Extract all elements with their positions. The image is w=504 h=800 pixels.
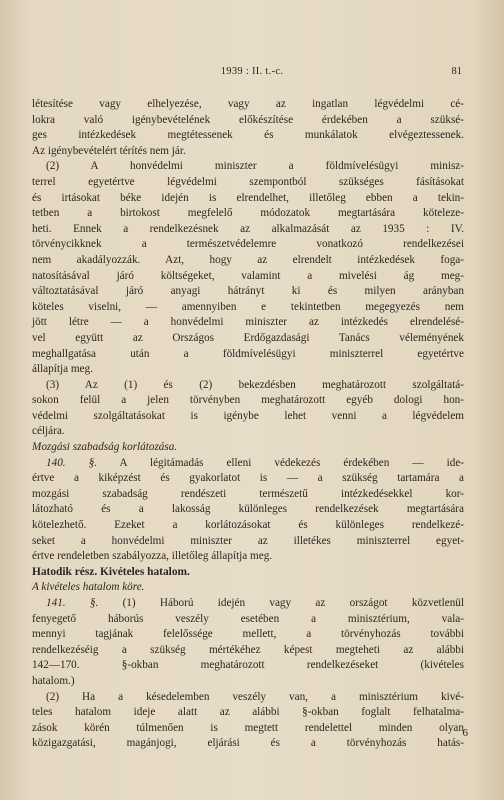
- body-text: [32, 97, 464, 752]
- text-line: [32, 596, 464, 612]
- section-subtitle: Mozgási szabadság korlátozása.: [32, 441, 178, 454]
- text-line: rendelkezéséig a szükség mértékéhez képest megteheti az alábbi: [32, 643, 464, 656]
- text-line: jött létre — a honvédelmi miniszter az intézkedés elrendelésé-: [32, 316, 464, 329]
- text-line: zások körén túlmenően is megtett rendelettel minden olyan: [32, 721, 464, 734]
- text-line: heti. Ennek a rendelkezésnek az alkalmazását az 1935 : IV.: [32, 222, 464, 235]
- text-line: értve rendeletben szabályozza, illetőleg állapítja meg.: [32, 550, 273, 563]
- text-line: törvénycikknek a természetvédelemre vonatkozó rendelkezései: [32, 238, 464, 251]
- section-number: 140. §.: [46, 456, 98, 469]
- text-line-content: (1) Háború idején vagy az országot közvetlenül: [122, 597, 465, 609]
- text-line: fenyegető háborús veszély esetében a minisztérium, vala-: [32, 612, 464, 625]
- text-line: kötelezhető. Ezeket a korlátozásokat és különleges rendelkezé-: [32, 519, 464, 532]
- text-line: (2) Ha a késedelemben veszély van, a minisztérium kivé-: [46, 690, 464, 703]
- text-line: (2) A honvédelmi miniszter a földmívelésügyi minisz-: [46, 160, 464, 173]
- chapter-subtitle: A kivételes hatalom köre.: [32, 581, 145, 594]
- text-line: ges intézkedések megtétessenek és munkálatok elvégeztessenek.: [32, 129, 464, 142]
- text-line: natosításával járó költségeket, valamint a mivelési ág meg-: [32, 269, 464, 282]
- text-line-content: A légitámadás elleni védekezés érdekében — ide-: [119, 456, 465, 469]
- text-line: létesítése vagy elhelyezése, vagy az ingatlan légvédelmi cé-: [32, 98, 464, 110]
- text-line: és irtásokat béke idején is elrendelhet, illetőleg ebben a tekin-: [32, 191, 464, 204]
- text-line: állapítja meg.: [32, 363, 93, 376]
- running-title: 1939 : II. t.-c.: [220, 66, 284, 77]
- text-line: tetben a birtokost megfelelő módozatok megtartására köteleze-: [32, 207, 464, 220]
- text-line: (3) Az (1) és (2) bekezdésben meghatározott szolgáltatá-: [46, 378, 464, 391]
- part-title: Hatodik rész. Kivételes hatalom.: [32, 565, 190, 578]
- running-header: [32, 66, 472, 80]
- section-number: 141. §.: [46, 597, 99, 609]
- text-line: [32, 456, 464, 472]
- text-line: lokra való igénybevételének előkészítése érdekében a szüksé-: [32, 113, 464, 126]
- text-line: Az igénybevételért térítés nem jár.: [32, 144, 186, 157]
- text-line: köteles viselni, — amennyiben e tekintetben megegyezés nem: [32, 300, 464, 313]
- text-line: teles hatalom ideje alatt az alábbi §-okban foglalt felhatalma-: [32, 706, 464, 719]
- text-line: mozgási szabadság rendészeti természetű intézkedésekkel kor-: [32, 487, 464, 500]
- text-line: vel együtt az Országos Erdőgazdasági Tanács véleményének: [32, 331, 464, 344]
- text-line: közigazgatási, magánjogi, eljárási és a törvényhozás hatás-: [32, 737, 464, 750]
- text-line: terrel egyetértve légvédelmi szempontból szükséges fásításokat: [32, 175, 464, 188]
- text-line: hatalom.): [32, 674, 75, 687]
- text-line: értve a kiképzést és gyakorlatot is — a szükség tartamára a: [32, 472, 464, 485]
- text-line: mennyi tagjának felelőssége mellett, a törvényhozás további: [32, 628, 464, 641]
- text-line: céljára.: [32, 425, 65, 438]
- text-line: 142—170. §-okban meghatározott rendelkezéseket (kivételes: [32, 659, 464, 672]
- text-line: sokon felül a jelen törvényben meghatározott egyéb dologi hon-: [32, 394, 464, 407]
- signature-mark: 6: [462, 727, 468, 739]
- text-line: védelmi szolgáltatásokat is igénybe lehet venni a légvédelem: [32, 409, 464, 422]
- text-line: látozható és a lakosság különleges rendelkezések megtartására: [32, 503, 464, 516]
- page-number: 81: [451, 66, 462, 77]
- text-line: meghallgatása után a földmívelésügyi miniszterrel egyetértve: [32, 347, 464, 360]
- text-line: nem akadályozzák. Azt, hogy az elrendelt intézkedések foga-: [32, 253, 464, 266]
- text-line: seket a honvédelmi miniszter az illetékes miniszterrel egyet-: [32, 534, 464, 547]
- text-line: változtatásával járó anyagi hátrányt ki és milyen arányban: [32, 285, 464, 298]
